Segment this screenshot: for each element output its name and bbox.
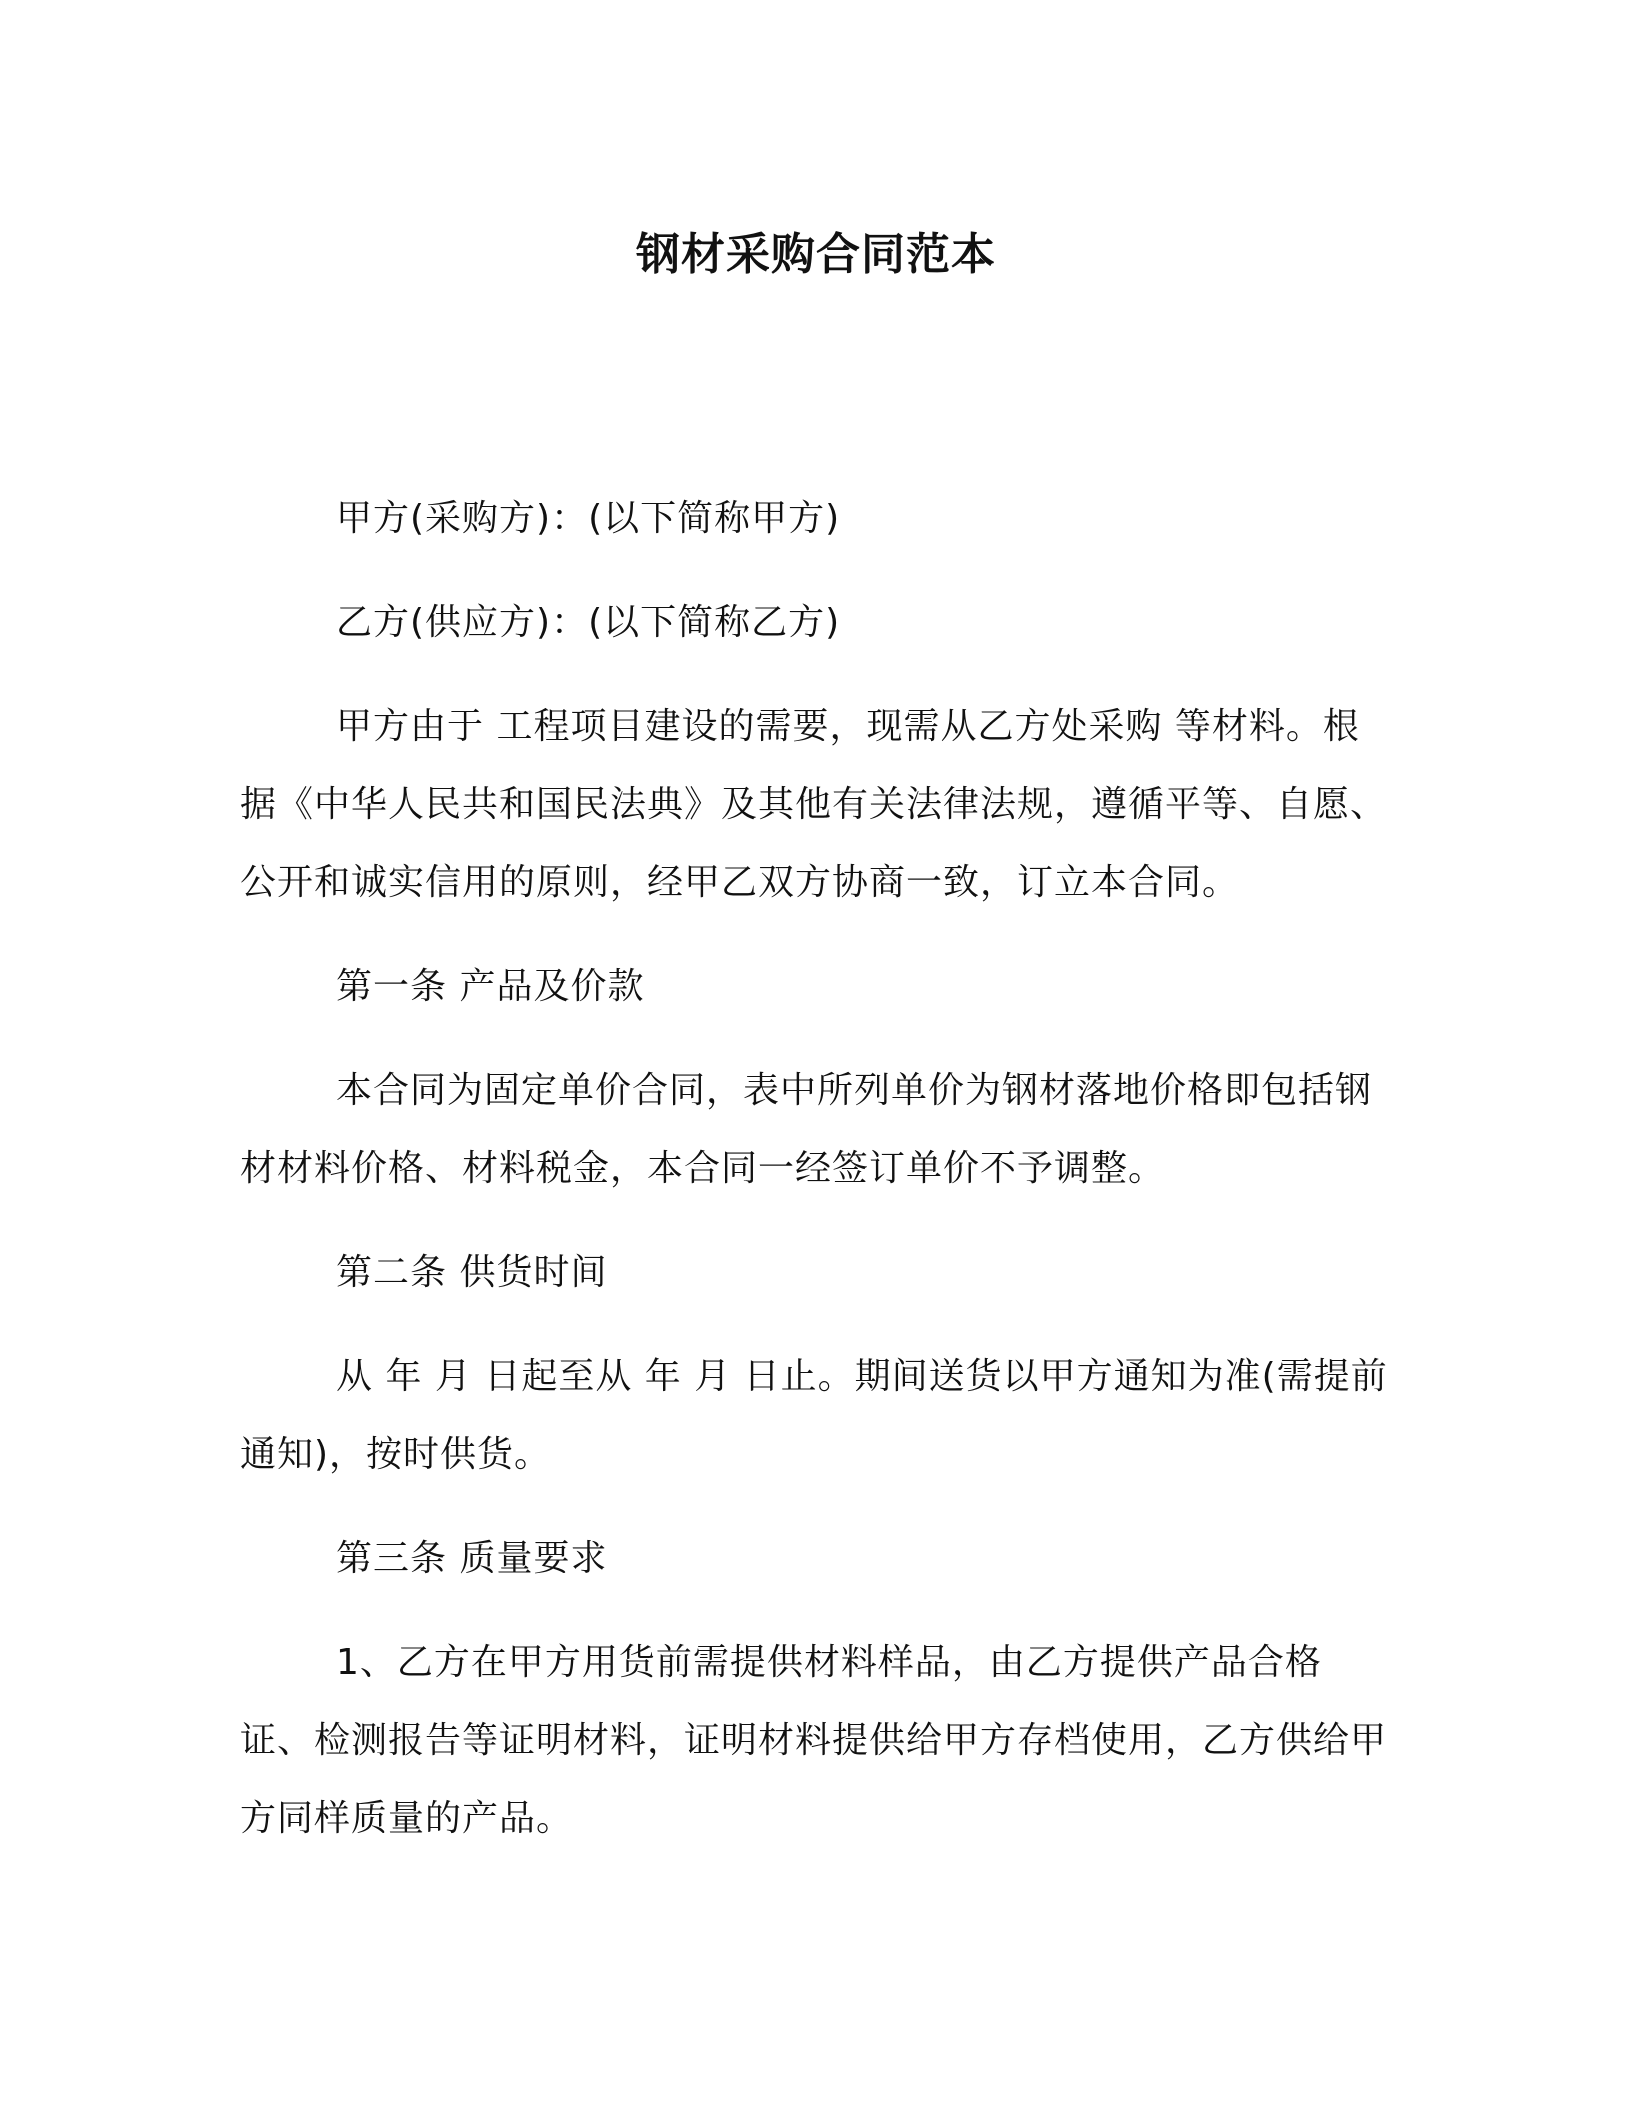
article-1-body: 本合同为固定单价合同，表中所列单价为钢材落地价格即包括钢材材料价格、材料税金，本合同一经签订单价不予调整。 <box>240 1070 1373 1189</box>
article-2-heading: 第二条 供货时间 <box>336 1252 608 1293</box>
article-3-item-1: 1、乙方在甲方用货前需提供材料样品，由乙方提供产品合格证、检测报告等证明材料，证明材料提供给甲方存档使用，乙方供给甲方同样质量的产品。 <box>240 1642 1388 1839</box>
article-2-body: 从 年 月 日起至从 年 月 日止。期间送货以甲方通知为准(需提前通知)，按时供货。 <box>240 1356 1388 1475</box>
article-3-heading: 第三条 质量要求 <box>336 1538 608 1579</box>
document-body <box>240 480 1392 1858</box>
preamble-paragraph: 甲方由于 工程项目建设的需要，现需从乙方处采购 等材料。根据《中华人民共和国民法典》及其他有关法律法规，遵循平等、自愿、公开和诚实信用的原则，经甲乙双方协商一致，订立本合同。 <box>240 706 1388 903</box>
party-b-line: 乙方(供应方)：(以下简称乙方) <box>336 602 841 643</box>
party-a-line: 甲方(采购方)：(以下简称甲方) <box>336 498 841 539</box>
document-title: 钢材采购合同范本 <box>636 229 996 280</box>
article-1-heading: 第一条 产品及价款 <box>336 966 645 1007</box>
